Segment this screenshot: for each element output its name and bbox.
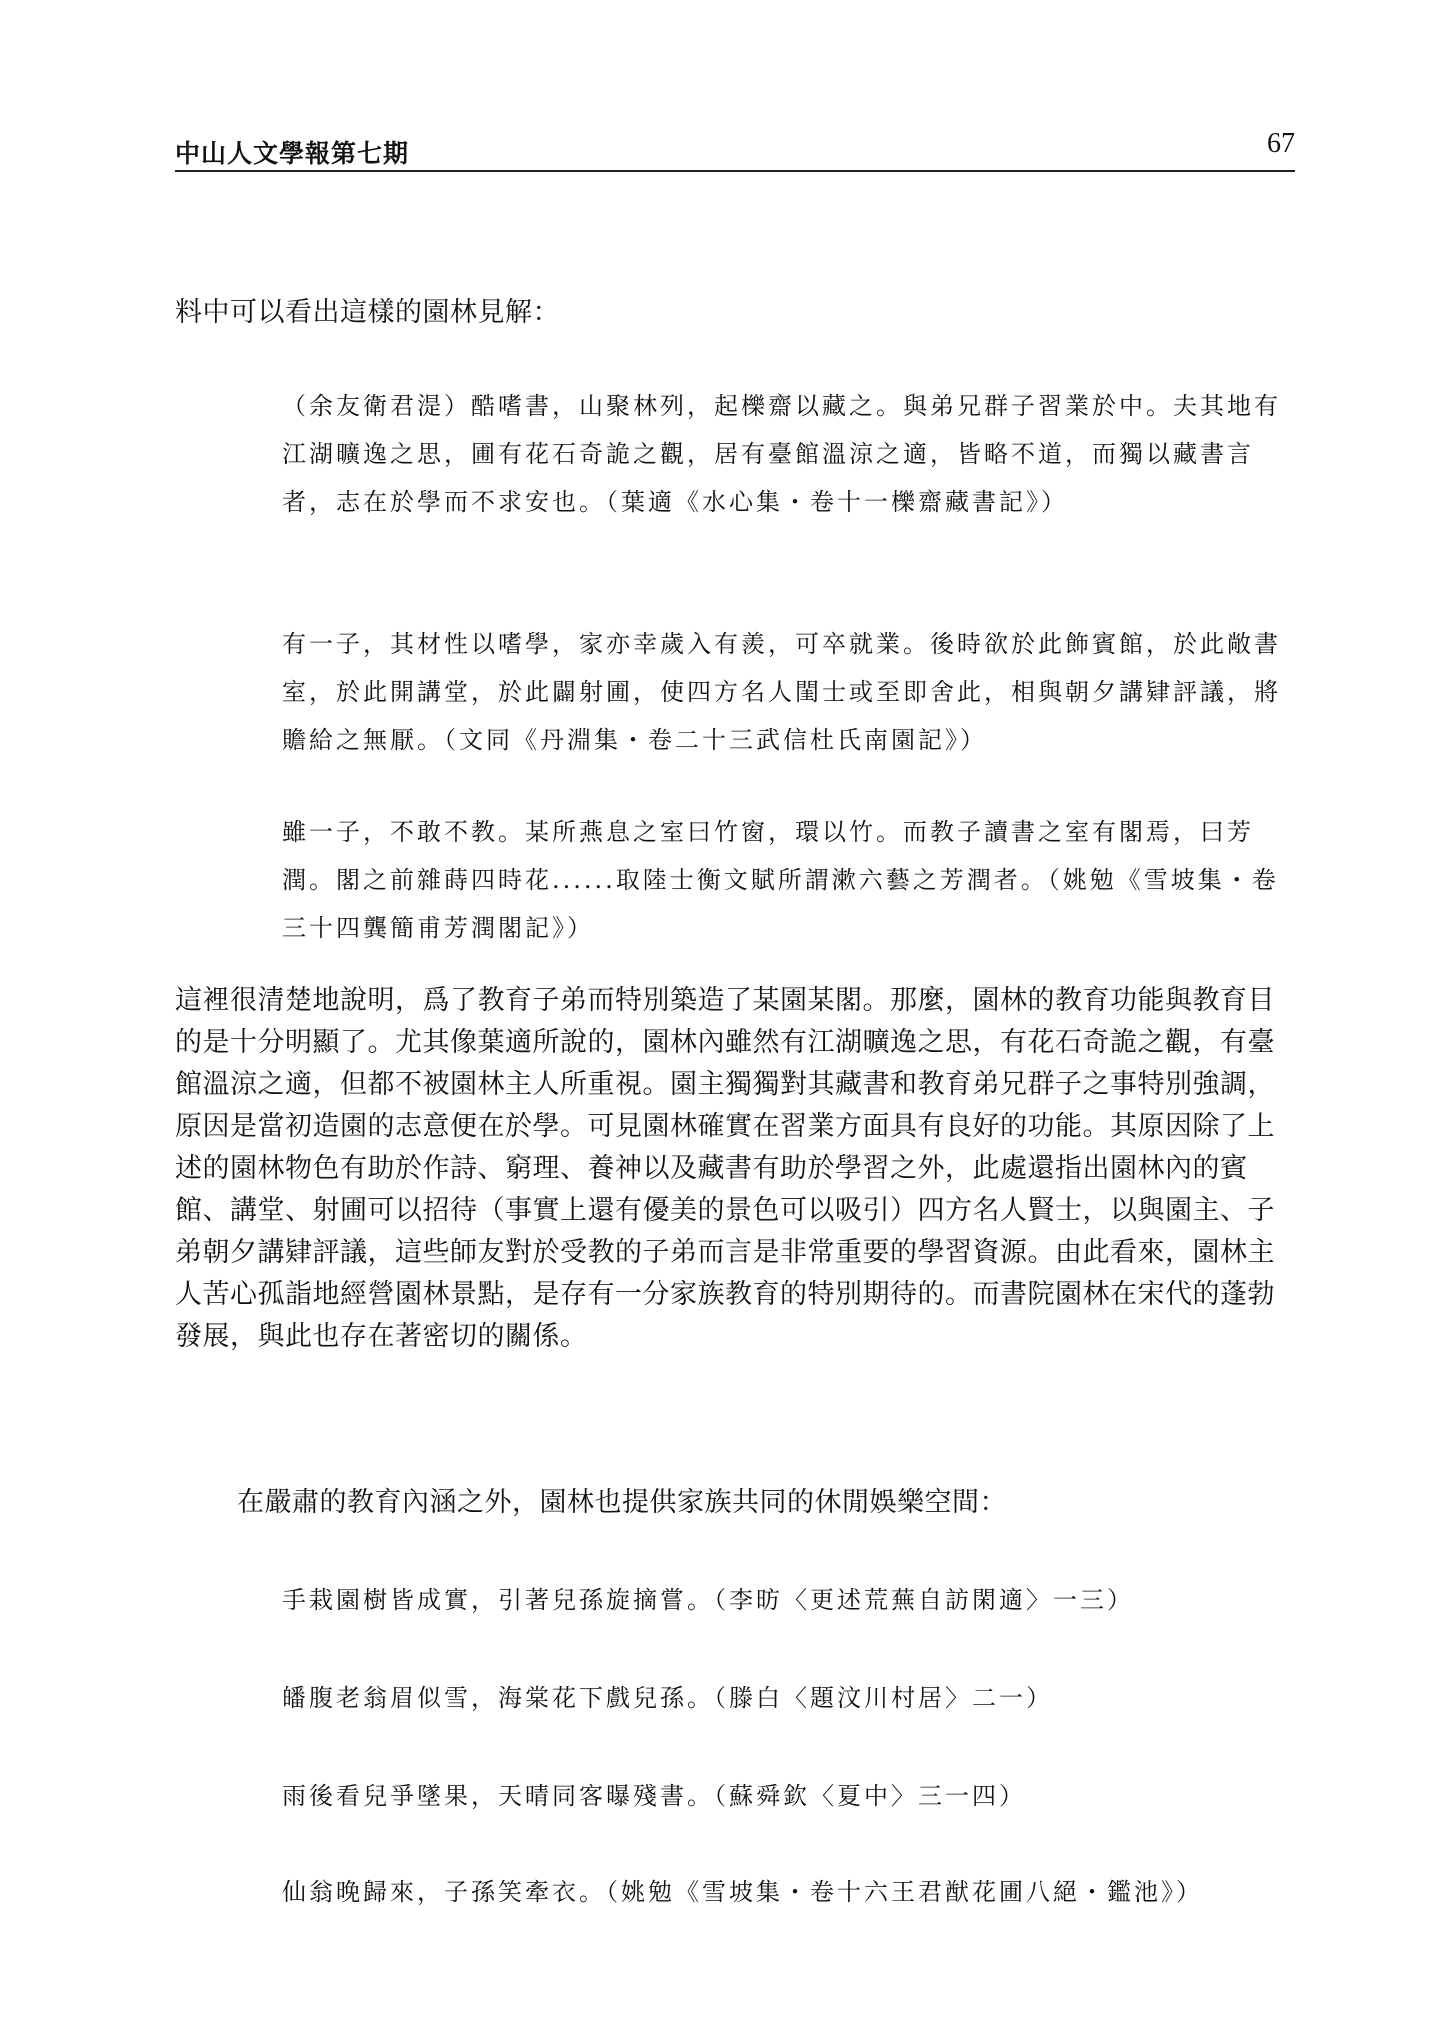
poem-quote-su-shunqin: 雨後看兒爭墜果，天晴同客曝殘書。（蘇舜欽〈夏中〉三一四） — [282, 1782, 1026, 1810]
block-quote-yao-mian: 雖一子，不敢不教。某所燕息之室曰竹窗，環以竹。而教子讀書之室有閣焉，曰芳潤。閣之前雜蒔四時花......取陸士衡文賦所謂漱六藝之芳潤者。（姚勉《雪坡集・卷三十四龔簡甫芳潤閣記》） — [282, 818, 1279, 942]
poem-quote-teng-bai: 皤腹老翁眉似雪，海棠花下戲兒孫。（滕白〈題汶川村居〉二一） — [282, 1684, 1053, 1712]
poem-quote-yao-mian: 仙翁晚歸來，子孫笑牽衣。（姚勉《雪坡集・卷十六王君猷花圃八絕・鑑池》） — [282, 1878, 1203, 1906]
running-header — [175, 130, 1295, 172]
intro-line: 料中可以看出這樣的園林見解： — [175, 297, 560, 328]
journal-title: 中山人文學報第七期 — [175, 139, 410, 168]
page-number: 67 — [1267, 128, 1295, 159]
poem-quote-li-fang: 手栽園樹皆成實，引著兒孫旋摘嘗。（李昉〈更述荒蕪自訪閑適〉一三） — [282, 1586, 1134, 1614]
analysis-paragraph: 這裡很清楚地說明，爲了教育子弟而特別築造了某園某閣。那麼，園林的教育功能與教育目的是十分明顯了。尤其像葉適所說的，園林內雖然有江湖曠逸之思，有花石奇詭之觀，有臺館溫涼之適，但都不被園林主人所重視。園主獨獨對其藏書和教育弟兄群子之事特別強調，原因是當初造園的志意便在於學。可見園林確實在習業方面具有良好的功能。其原因除了上述的園林物色有助於作詩、窮理、養神以及藏書有助於學習之外，此處還指出園林內的賓館、講堂、射圃可以招待（事實上還有優美的景色可以吸引）四方名人賢士，以與園主、子弟朝夕講肄評議，這些師友對於受教的子弟而言是非常重要的學習資源。由此看來，園林主人苦心孤詣地經營園林景點，是存有一分家族教育的特別期待的。而書院園林在宋代的蓬勃發展，與此也存在著密切的關係。 — [175, 985, 1275, 1352]
block-quote-ye-shi: （余友衛君湜）酷嗜書，山聚林列，起櫟齋以藏之。與弟兄群子習業於中。夫其地有江湖曠逸之思，圃有花石奇詭之觀，居有臺館溫涼之適，皆略不道，而獨以藏書言者，志在於學而不求安也。（葉適《水心集・卷十一櫟齋藏書記》） — [282, 392, 1281, 516]
block-quote-wen-tong: 有一子，其材性以嗜學，家亦幸歲入有羨，可卒就業。後時欲於此飾賓館，於此敞書室，於此開講堂，於此闢射圃，使四方名人閨士或至即舍此，相與朝夕講肄評議，將贍給之無厭。（文同《丹淵集・卷二十三武信杜氏南園記》） — [282, 630, 1281, 754]
leisure-intro-paragraph: 在嚴肅的教育內涵之外，園林也提供家族共同的休閒娛樂空間： — [237, 1487, 1007, 1518]
